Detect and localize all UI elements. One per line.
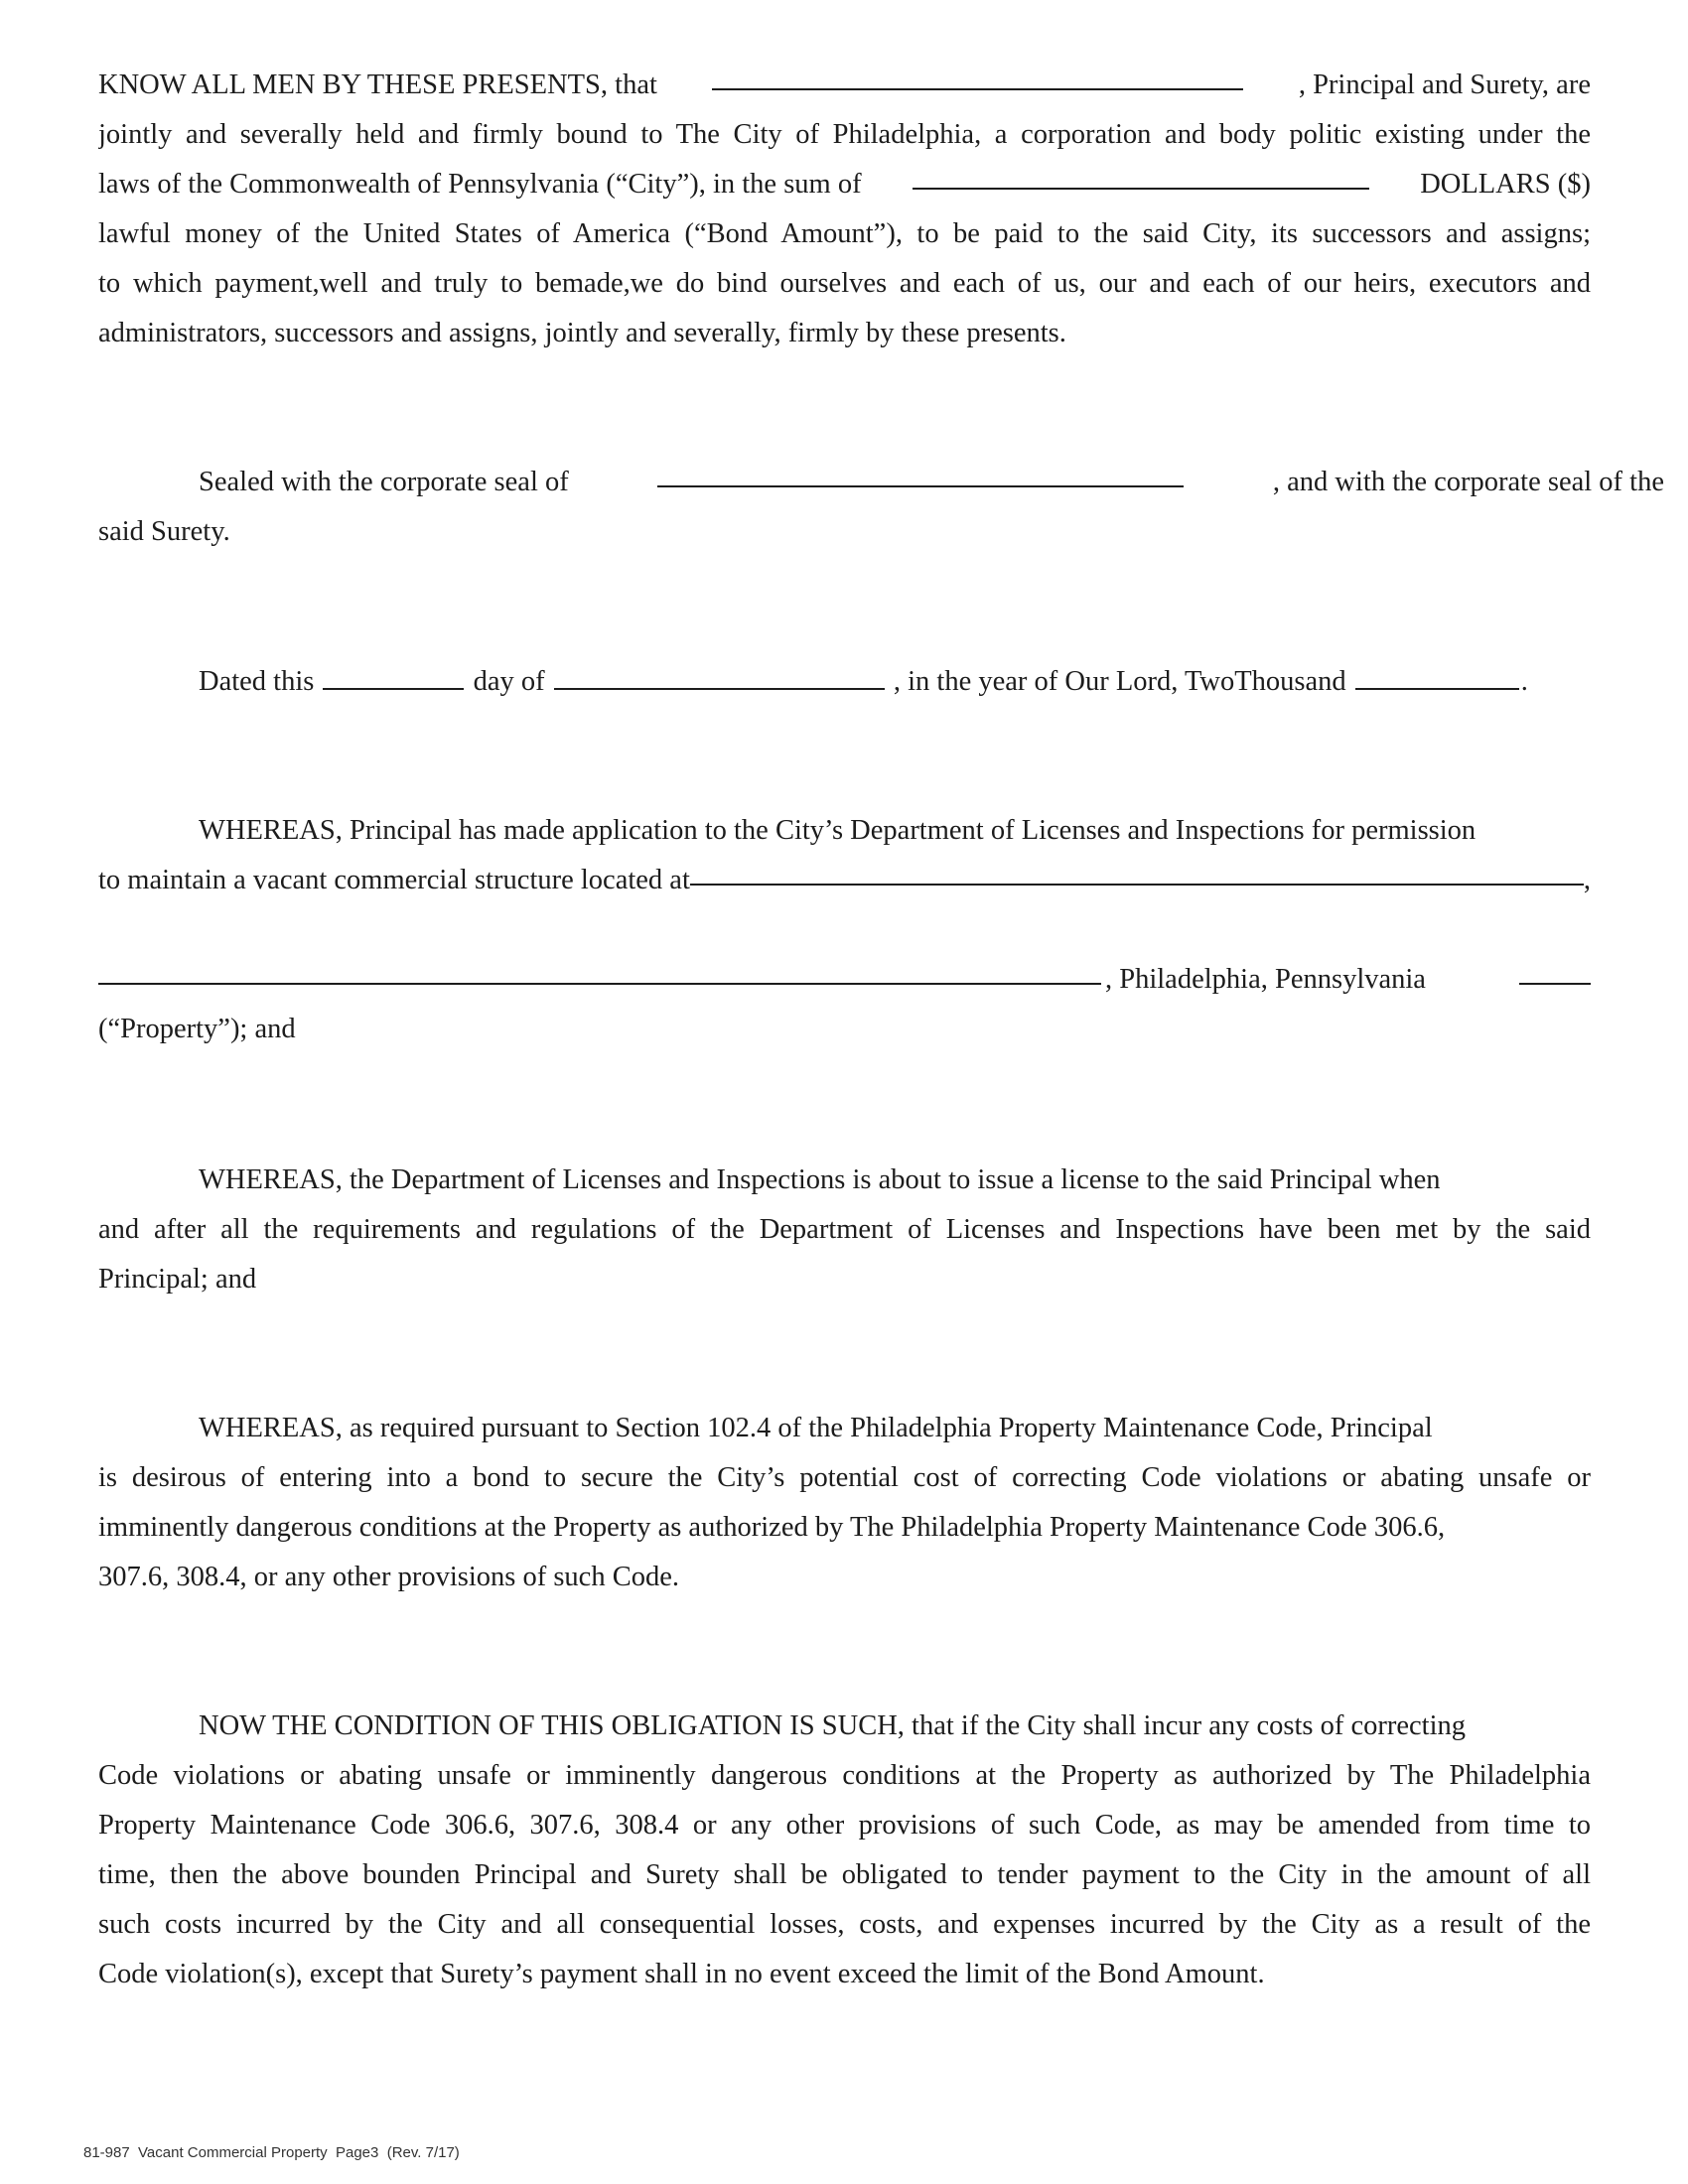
preamble-line-4: lawful money of the United States of America (“Bond Amount”), to be paid to the said City, its successors and assigns; xyxy=(98,218,1591,249)
application-text-3: , Philadelphia, Pennsylvania xyxy=(1105,964,1426,995)
dated-paragraph xyxy=(98,657,1591,707)
seal-paragraph xyxy=(98,458,1664,557)
application-line-3 xyxy=(98,955,1591,1005)
condition-line-3: Property Maintenance Code 306.6, 307.6, 308.4 or any other provisions of such Code, as may be amended from time to xyxy=(98,1810,1591,1841)
principal-surety-name-blank[interactable] xyxy=(712,61,1243,90)
condition-line-5: such costs incurred by the City and all consequential losses, costs, and expenses incurred by the City as a result of the xyxy=(98,1909,1591,1940)
dated-text-a: Dated this xyxy=(199,666,315,697)
whereas-license-paragraph xyxy=(98,1156,1591,1304)
condition-line-6: Code violation(s), except that Surety’s payment shall in no event exceed the limit of the Bond Amount. xyxy=(98,1959,1265,1989)
corporate-seal-blank[interactable] xyxy=(657,458,1184,487)
application-text-2b: , xyxy=(1583,865,1591,895)
bond-line-2: is desirous of entering into a bond to secure the City’s potential cost of correcting Code violations or abating unsafe or xyxy=(98,1462,1591,1493)
form-footer: 81-987 Vacant Commercial Property Page3 (Rev. 7/17) xyxy=(83,2144,460,2161)
condition-line-1: NOW THE CONDITION OF THIS OBLIGATION IS SUCH, that if the City shall incur any costs of correcting xyxy=(199,1710,1467,1741)
bond-line-3: imminently dangerous conditions at the Property as authorized by The Philadelphia Property Maintenance Code 306.6, xyxy=(98,1512,1446,1543)
license-line-2: and after all the requirements and regulations of the Department of Licenses and Inspections have been met by the said xyxy=(98,1214,1591,1245)
year-blank[interactable] xyxy=(1355,660,1519,690)
application-line-2 xyxy=(98,856,1591,905)
preamble-line-2: jointly and severally held and firmly bound to The City of Philadelphia, a corporation and body politic existing under the xyxy=(98,119,1591,150)
seal-text-1b: , and with the corporate seal of the xyxy=(1272,467,1664,497)
preamble-line-6: administrators, successors and assigns, jointly and severally, firmly by these presents. xyxy=(98,318,1066,348)
dated-text-c: , in the year of Our Lord, TwoThousand xyxy=(893,666,1346,697)
whereas-application-paragraph xyxy=(98,806,1591,1054)
dated-line xyxy=(98,657,1591,707)
bond-line-1: WHEREAS, as required pursuant to Section 102.4 of the Philadelphia Property Maintenance Code, Principal xyxy=(199,1413,1433,1443)
application-line-4: (“Property”); and xyxy=(98,1014,296,1044)
application-text-2a: to maintain a vacant commercial structure located at xyxy=(98,865,690,895)
seal-text-1a: Sealed with the corporate seal of xyxy=(199,467,569,497)
property-address-blank-2[interactable] xyxy=(98,955,1101,985)
condition-paragraph xyxy=(98,1702,1591,1999)
preamble-line-3 xyxy=(98,160,1591,209)
dated-text-d: . xyxy=(1520,666,1528,697)
bond-sum-blank[interactable] xyxy=(913,160,1369,190)
application-line-1: WHEREAS, Principal has made application to the City’s Department of Licenses and Inspections for permission xyxy=(199,815,1477,846)
preamble-line-1 xyxy=(98,61,1591,110)
dated-text-b: day of xyxy=(473,666,545,697)
seal-line-2: said Surety. xyxy=(98,516,230,547)
preamble-text-3b: DOLLARS ($) xyxy=(1420,169,1591,200)
preamble-line-5: to which payment,well and truly to bemade,we do bind ourselves and each of us, our and each of our heirs, executors and xyxy=(98,268,1591,299)
whereas-bond-paragraph xyxy=(98,1404,1591,1602)
license-line-1: WHEREAS, the Department of Licenses and Inspections is about to issue a license to the said Principal when xyxy=(199,1164,1441,1195)
license-line-3: Principal; and xyxy=(98,1264,257,1295)
month-blank[interactable] xyxy=(554,660,885,690)
property-address-blank-1[interactable] xyxy=(690,856,1584,886)
preamble-text-1a: KNOW ALL MEN BY THESE PRESENTS, that xyxy=(98,69,657,100)
zip-code-blank[interactable] xyxy=(1519,955,1591,985)
bond-line-4: 307.6, 308.4, or any other provisions of such Code. xyxy=(98,1562,679,1592)
preamble-text-1b: , Principal and Surety, are xyxy=(1298,69,1591,100)
condition-line-4: time, then the above bounden Principal and Surety shall be obligated to tender payment to the City in the amount of all xyxy=(98,1859,1591,1890)
day-blank[interactable] xyxy=(323,660,464,690)
seal-line-1 xyxy=(98,458,1664,507)
bond-preamble-paragraph xyxy=(98,61,1591,358)
preamble-text-3a: laws of the Commonwealth of Pennsylvania (“City”), in the sum of xyxy=(98,169,862,200)
condition-line-2: Code violations or abating unsafe or imminently dangerous conditions at the Property as authorized by The Philadelphia xyxy=(98,1760,1591,1791)
